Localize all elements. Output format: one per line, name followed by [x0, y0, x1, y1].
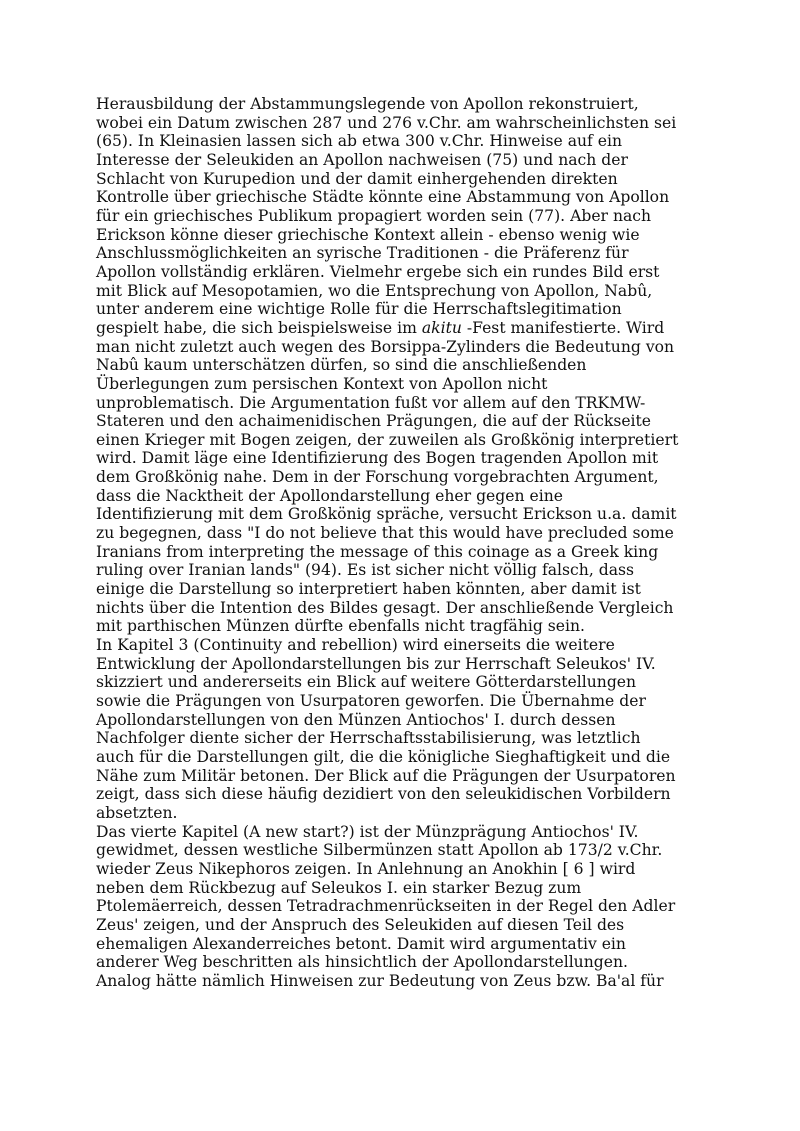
text-line: ruling over Iranian lands" (94). Es ist sicher nicht völlig falsch, dass — [96, 561, 635, 580]
text-line: Interesse der Seleukiden an Apollon nachweisen (75) und nach der — [96, 150, 628, 169]
text-line: mit parthischen Münzen dürfte ebenfalls nicht tragfähig sein. — [96, 617, 586, 636]
text-line: Nähe zum Militär betonen. Der Blick auf die Prägungen der Usurpatoren — [96, 766, 676, 785]
text-line: neben dem Rückbezug auf Seleukos I. ein starker Bezug zum — [96, 878, 582, 897]
text-line: zu begegnen, dass "I do not believe that this would have precluded some — [96, 524, 674, 543]
italic-term: akitu — [421, 318, 462, 337]
text-line: anderer Weg beschritten als hinsichtlich der Apollondarstellungen. — [96, 953, 628, 972]
text-line: Nabû kaum unterschätzen dürfen, so sind die anschließenden — [96, 356, 587, 375]
text-line: In Kapitel 3 (Continuity and rebellion) wird einerseits die weitere — [96, 636, 615, 655]
text-line: Zeus' zeigen, und der Anspruch des Seleukiden auf diesen Teil des — [96, 915, 625, 934]
text-line: gewidmet, dessen westliche Silbermünzen statt Apollon ab 173/2 v.Chr. — [96, 841, 663, 860]
text-line: Erickson könne dieser griechische Kontext allein - ebenso wenig wie — [96, 225, 640, 244]
text-line: Das vierte Kapitel (A new start?) ist der Münzprägung Antiochos' IV. — [96, 822, 639, 841]
text-line: Herausbildung der Abstammungslegende von Apollon rekonstruiert, — [96, 95, 639, 113]
text-line: sowie die Prägungen von Usurpatoren geworfen. Die Übernahme der — [96, 692, 646, 710]
text-line-with-italic — [96, 319, 706, 338]
text-segment: -Fest manifestierte. Wird — [461, 318, 665, 337]
text-line: Überlegungen zum persischen Kontext von Apollon nicht — [96, 374, 548, 393]
text-line: nichts über die Intention des Bildes gesagt. Der anschließende Vergleich — [96, 598, 674, 617]
document-page — [96, 95, 706, 991]
text-line: dem Großkönig nahe. Dem in der Forschung vorgebrachten Argument, — [96, 468, 659, 487]
text-line: Schlacht von Kurupedion und der damit einhergehenden direkten — [96, 169, 618, 188]
text-line: wird. Damit läge eine Identifizierung des Bogen tragenden Apollon mit — [96, 449, 659, 468]
text-line: Apollon vollständig erklären. Vielmehr ergebe sich ein rundes Bild erst — [96, 262, 660, 281]
text-line: Iranians from interpreting the message of this coinage as a Greek king — [96, 542, 659, 561]
text-line: auch für die Darstellungen gilt, die die königliche Sieghaftigkeit und die — [96, 747, 671, 766]
text-line: Kontrolle über griechische Städte könnte eine Abstammung von Apollon — [96, 188, 670, 207]
text-line: einige die Darstellung so interpretiert haben könnten, aber damit ist — [96, 580, 641, 599]
text-line: Apollondarstellungen von den Münzen Antiochos' I. durch dessen — [96, 710, 616, 729]
text-line: einen Krieger mit Bogen zeigen, der zuweilen als Großkönig interpretiert — [96, 430, 679, 449]
text-line: man nicht zuletzt auch wegen des Borsippa-Zylinders die Bedeutung von — [96, 337, 675, 356]
text-line: dass die Nacktheit der Apollondarstellung eher gegen eine — [96, 486, 563, 505]
text-line: (65). In Kleinasien lassen sich ab etwa 300 v.Chr. Hinweise auf ein — [96, 132, 623, 151]
text-segment: gespielt habe, die sich beispielsweise im — [96, 318, 422, 337]
text-line: unproblematisch. Die Argumentation fußt vor allem auf den TRKMW- — [96, 393, 646, 412]
text-line: ehemaligen Alexanderreiches betont. Damit wird argumentativ ein — [96, 934, 626, 953]
text-line: Entwicklung der Apollondarstellungen bis zur Herrschaft Seleukos' IV. — [96, 654, 656, 673]
text-line: unter anderem eine wichtige Rolle für die Herrschaftslegitimation — [96, 300, 622, 319]
text-line: mit Blick auf Mesopotamien, wo die Entsprechung von Apollon, Nabû, — [96, 281, 653, 300]
text-line: absetzten. — [96, 803, 178, 822]
text-line: Anschlussmöglichkeiten an syrische Traditionen - die Präferenz für — [96, 244, 629, 263]
text-line: für ein griechisches Publikum propagiert worden sein (77). Aber nach — [96, 206, 652, 225]
text-line: wobei ein Datum zwischen 287 und 276 v.Chr. am wahrscheinlichsten sei — [96, 113, 677, 132]
text-line: Identifizierung mit dem Großkönig spräche, versucht Erickson u.a. damit — [96, 505, 677, 524]
text-line: skizziert und andererseits ein Blick auf weitere Götterdarstellungen — [96, 673, 637, 692]
text-line: Ptolemäerreich, dessen Tetradrachmenrückseiten in der Regel den Adler — [96, 897, 676, 916]
text-line: wieder Zeus Nikephoros zeigen. In Anlehnung an Anokhin [ 6 ] wird — [96, 859, 636, 878]
text-line: zeigt, dass sich diese häufig dezidiert von den seleukidischen Vorbildern — [96, 785, 671, 804]
text-line: Analog hätte nämlich Hinweisen zur Bedeutung von Zeus bzw. Ba'al für — [96, 971, 664, 990]
text-line: Stateren und den achaimenidischen Prägungen, die auf der Rückseite — [96, 412, 652, 431]
text-line: Nachfolger diente sicher der Herrschaftsstabilisierung, was letztlich — [96, 729, 641, 748]
